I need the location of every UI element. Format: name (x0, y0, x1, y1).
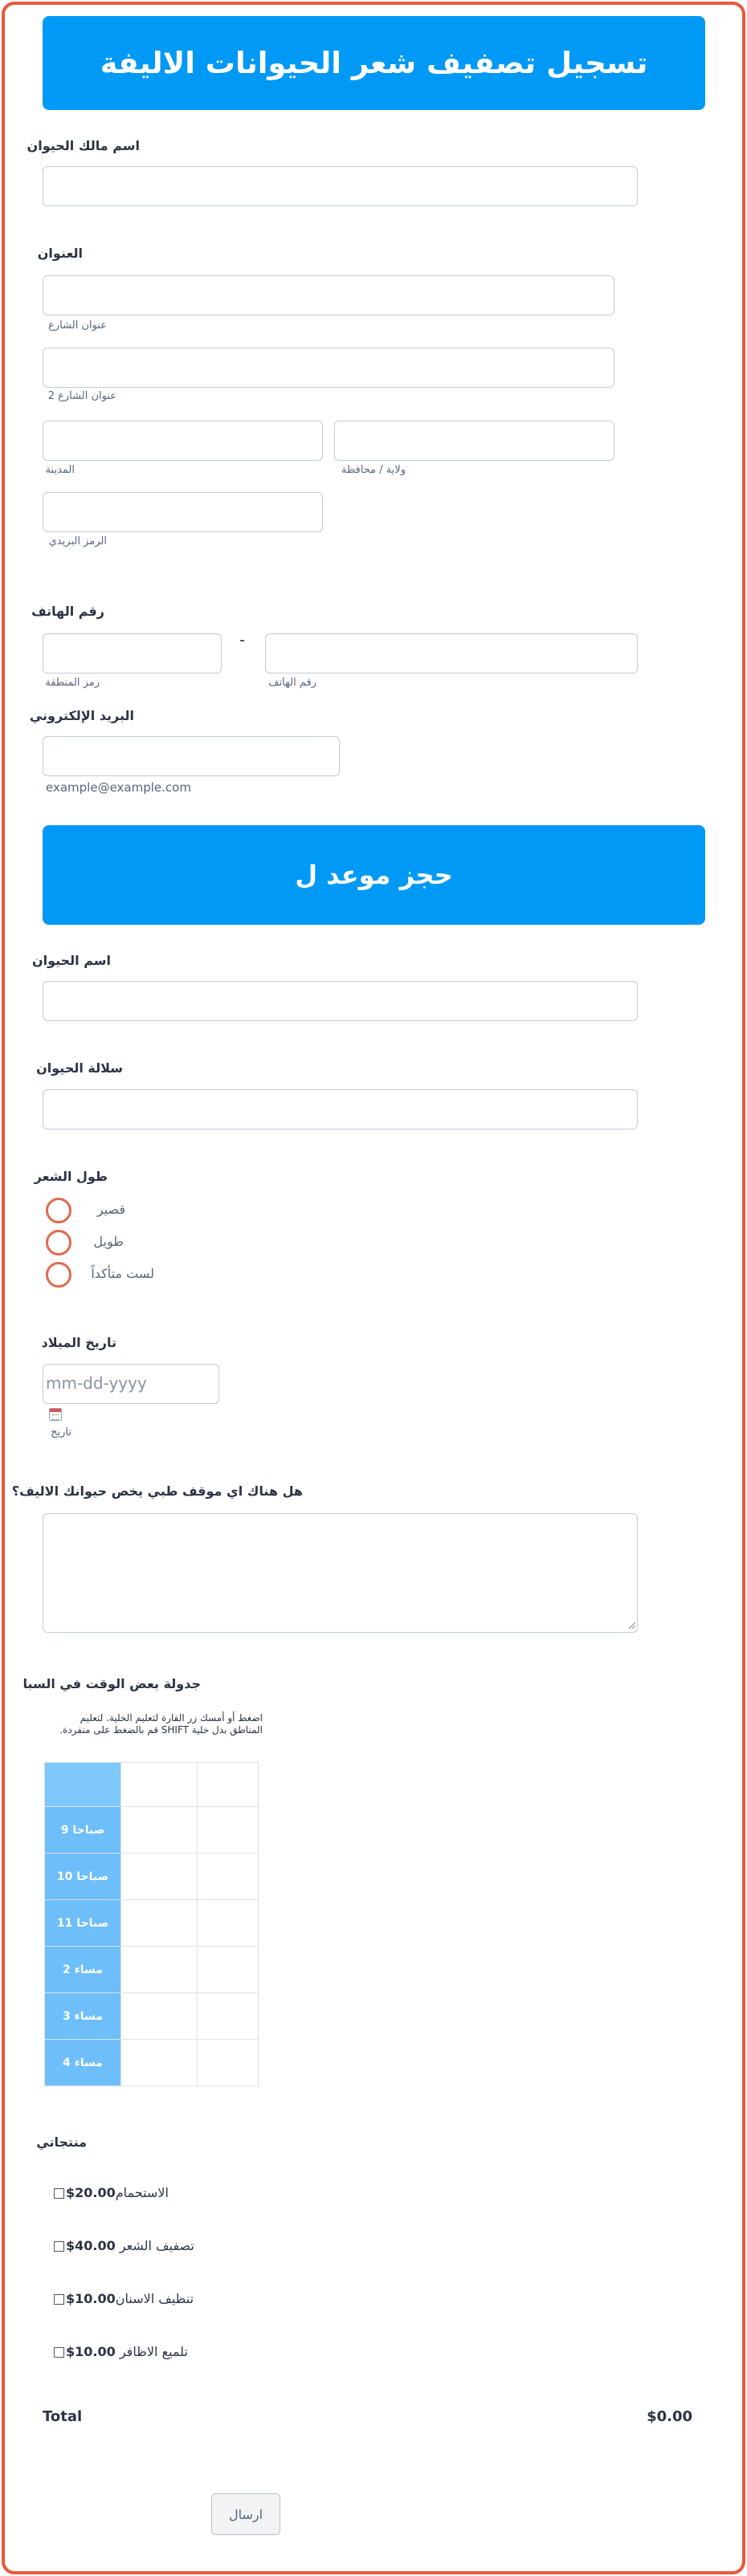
matrix-cell[interactable] (121, 1947, 198, 1993)
state-sublabel: ولاية / محافظة (341, 464, 406, 476)
matrix-corner (45, 1763, 121, 1807)
product-styling-price: $40.00 (66, 2238, 116, 2253)
birth-date-placeholder: mm-dd-yyyy (46, 1373, 147, 1393)
zip-input[interactable] (43, 492, 323, 532)
product-checkbox-nails[interactable] (54, 2347, 64, 2358)
matrix-row-header: صباحا 9 (45, 1807, 121, 1854)
matrix-row-header: صباحا 10 (45, 1854, 121, 1900)
product-checkbox-styling[interactable] (54, 2241, 64, 2252)
submit-button-label: ارسال (228, 2506, 263, 2522)
matrix-row-header: مساء 2 (45, 1947, 121, 1993)
radio-short[interactable] (46, 1198, 71, 1223)
matrix-cell[interactable] (121, 1900, 198, 1947)
birth-date-label: تاريخ الميلاد (41, 1335, 116, 1350)
radio-long[interactable] (46, 1230, 71, 1255)
area-code-input[interactable] (43, 633, 222, 674)
radio-short-label: قصير (96, 1202, 125, 1217)
product-bath-label (66, 2185, 169, 2200)
breed-input[interactable] (43, 1089, 638, 1129)
schedule-matrix (44, 1762, 259, 2086)
pet-name-label: اسم الحيوان (31, 953, 111, 968)
street-address-2-sublabel: عنوان الشارع 2 (47, 390, 116, 402)
hair-length-label: طول الشعر (34, 1169, 108, 1184)
phone-separator: - (239, 630, 246, 649)
email-input[interactable] (43, 736, 340, 776)
medical-textarea[interactable] (43, 1513, 638, 1633)
pet-name-input[interactable] (43, 981, 638, 1021)
medical-label: هل هناك اي موقف طبي يخص حيوانك الاليف؟ (11, 1483, 303, 1499)
matrix-cell[interactable] (198, 1854, 259, 1900)
radio-long-label: طويل (93, 1234, 124, 1249)
form-header-banner (43, 16, 705, 110)
total-label: Total (43, 2408, 83, 2425)
matrix-cell[interactable] (121, 1854, 198, 1900)
radio-not-sure-label: لست متأكداً (91, 1266, 154, 1281)
matrix-row-header: مساء 4 (45, 2040, 121, 2086)
matrix-row-header: مساء 3 (45, 1993, 121, 2040)
matrix-cell[interactable] (121, 1993, 198, 2040)
matrix-row-header: صباحا 11 (45, 1900, 121, 1947)
email-label: البريد الإلكتروني (29, 708, 134, 723)
resize-handle-icon[interactable] (627, 1621, 635, 1629)
phone-label: رقم الهاتف (31, 604, 104, 619)
matrix-cell[interactable] (121, 2040, 198, 2086)
breed-label: سلالة الحيوان (36, 1060, 123, 1076)
products-label: منتجاتي (36, 2134, 87, 2150)
product-checkbox-teeth[interactable] (54, 2294, 64, 2305)
product-teeth-name: تنظيف الاسنان (115, 2291, 194, 2306)
birth-date-sublabel: تاريخ (51, 1426, 71, 1439)
product-nails-label (66, 2344, 188, 2359)
schedule-label: جدولة بعض الوقت في السبا (22, 1676, 201, 1691)
state-input[interactable] (334, 421, 614, 461)
matrix-cell[interactable] (198, 1807, 259, 1854)
matrix-cell[interactable] (198, 1947, 259, 1993)
matrix-cell[interactable] (198, 1993, 259, 2040)
matrix-cell[interactable] (121, 1807, 198, 1854)
address-label: العنوان (37, 246, 83, 261)
product-bath-name: الاستحمام (115, 2185, 169, 2200)
matrix-col-monday: الاثنين (121, 1763, 198, 1807)
phone-number-input[interactable] (265, 633, 638, 674)
appointment-title: حجز موعد ل (295, 860, 453, 890)
product-nails-price: $10.00 (66, 2344, 116, 2359)
owner-name-label: اسم مالك الحيوان (27, 138, 140, 153)
street-address-input[interactable] (43, 275, 614, 315)
city-input[interactable] (43, 421, 323, 461)
product-teeth-price: $10.00 (66, 2291, 116, 2306)
owner-name-input[interactable] (43, 166, 638, 206)
appointment-banner (43, 825, 705, 925)
product-checkbox-bath[interactable] (54, 2188, 64, 2199)
matrix-cell[interactable] (198, 2040, 259, 2086)
calendar-icon[interactable] (49, 1408, 62, 1421)
street-address-sublabel: عنوان الشارع (48, 319, 107, 332)
email-hint: example@example.com (46, 780, 191, 795)
submit-button[interactable] (211, 2493, 280, 2535)
street-address-2-input[interactable] (43, 348, 614, 388)
product-styling-name: تصفيف الشعر (119, 2238, 194, 2253)
matrix-col-tuesday: الثلاثاء (198, 1763, 259, 1807)
product-teeth-label (66, 2291, 194, 2306)
product-styling-label (66, 2238, 194, 2253)
radio-not-sure[interactable] (46, 1262, 71, 1288)
product-nails-name: تلميع الاظافر (119, 2344, 188, 2359)
phone-number-sublabel: رقم الهاتف (268, 677, 316, 689)
area-code-sublabel: رمز المنطقة (45, 677, 100, 689)
form-title: تسجيل تصفيف شعر الحيوانات الاليفة (100, 46, 648, 80)
product-bath-price: $20.00 (66, 2185, 116, 2200)
city-sublabel: المدينة (45, 464, 75, 476)
zip-sublabel: الرمز البريدي (48, 535, 107, 547)
schedule-instructions: اضغط أو أمسك زر الفارة لتعليم الخلية. لتعليم المناطق بدل خلية SHIFT قم بالضغط على منفردة. (59, 1712, 263, 1736)
matrix-cell[interactable] (198, 1900, 259, 1947)
total-value: $0.00 (647, 2408, 692, 2425)
